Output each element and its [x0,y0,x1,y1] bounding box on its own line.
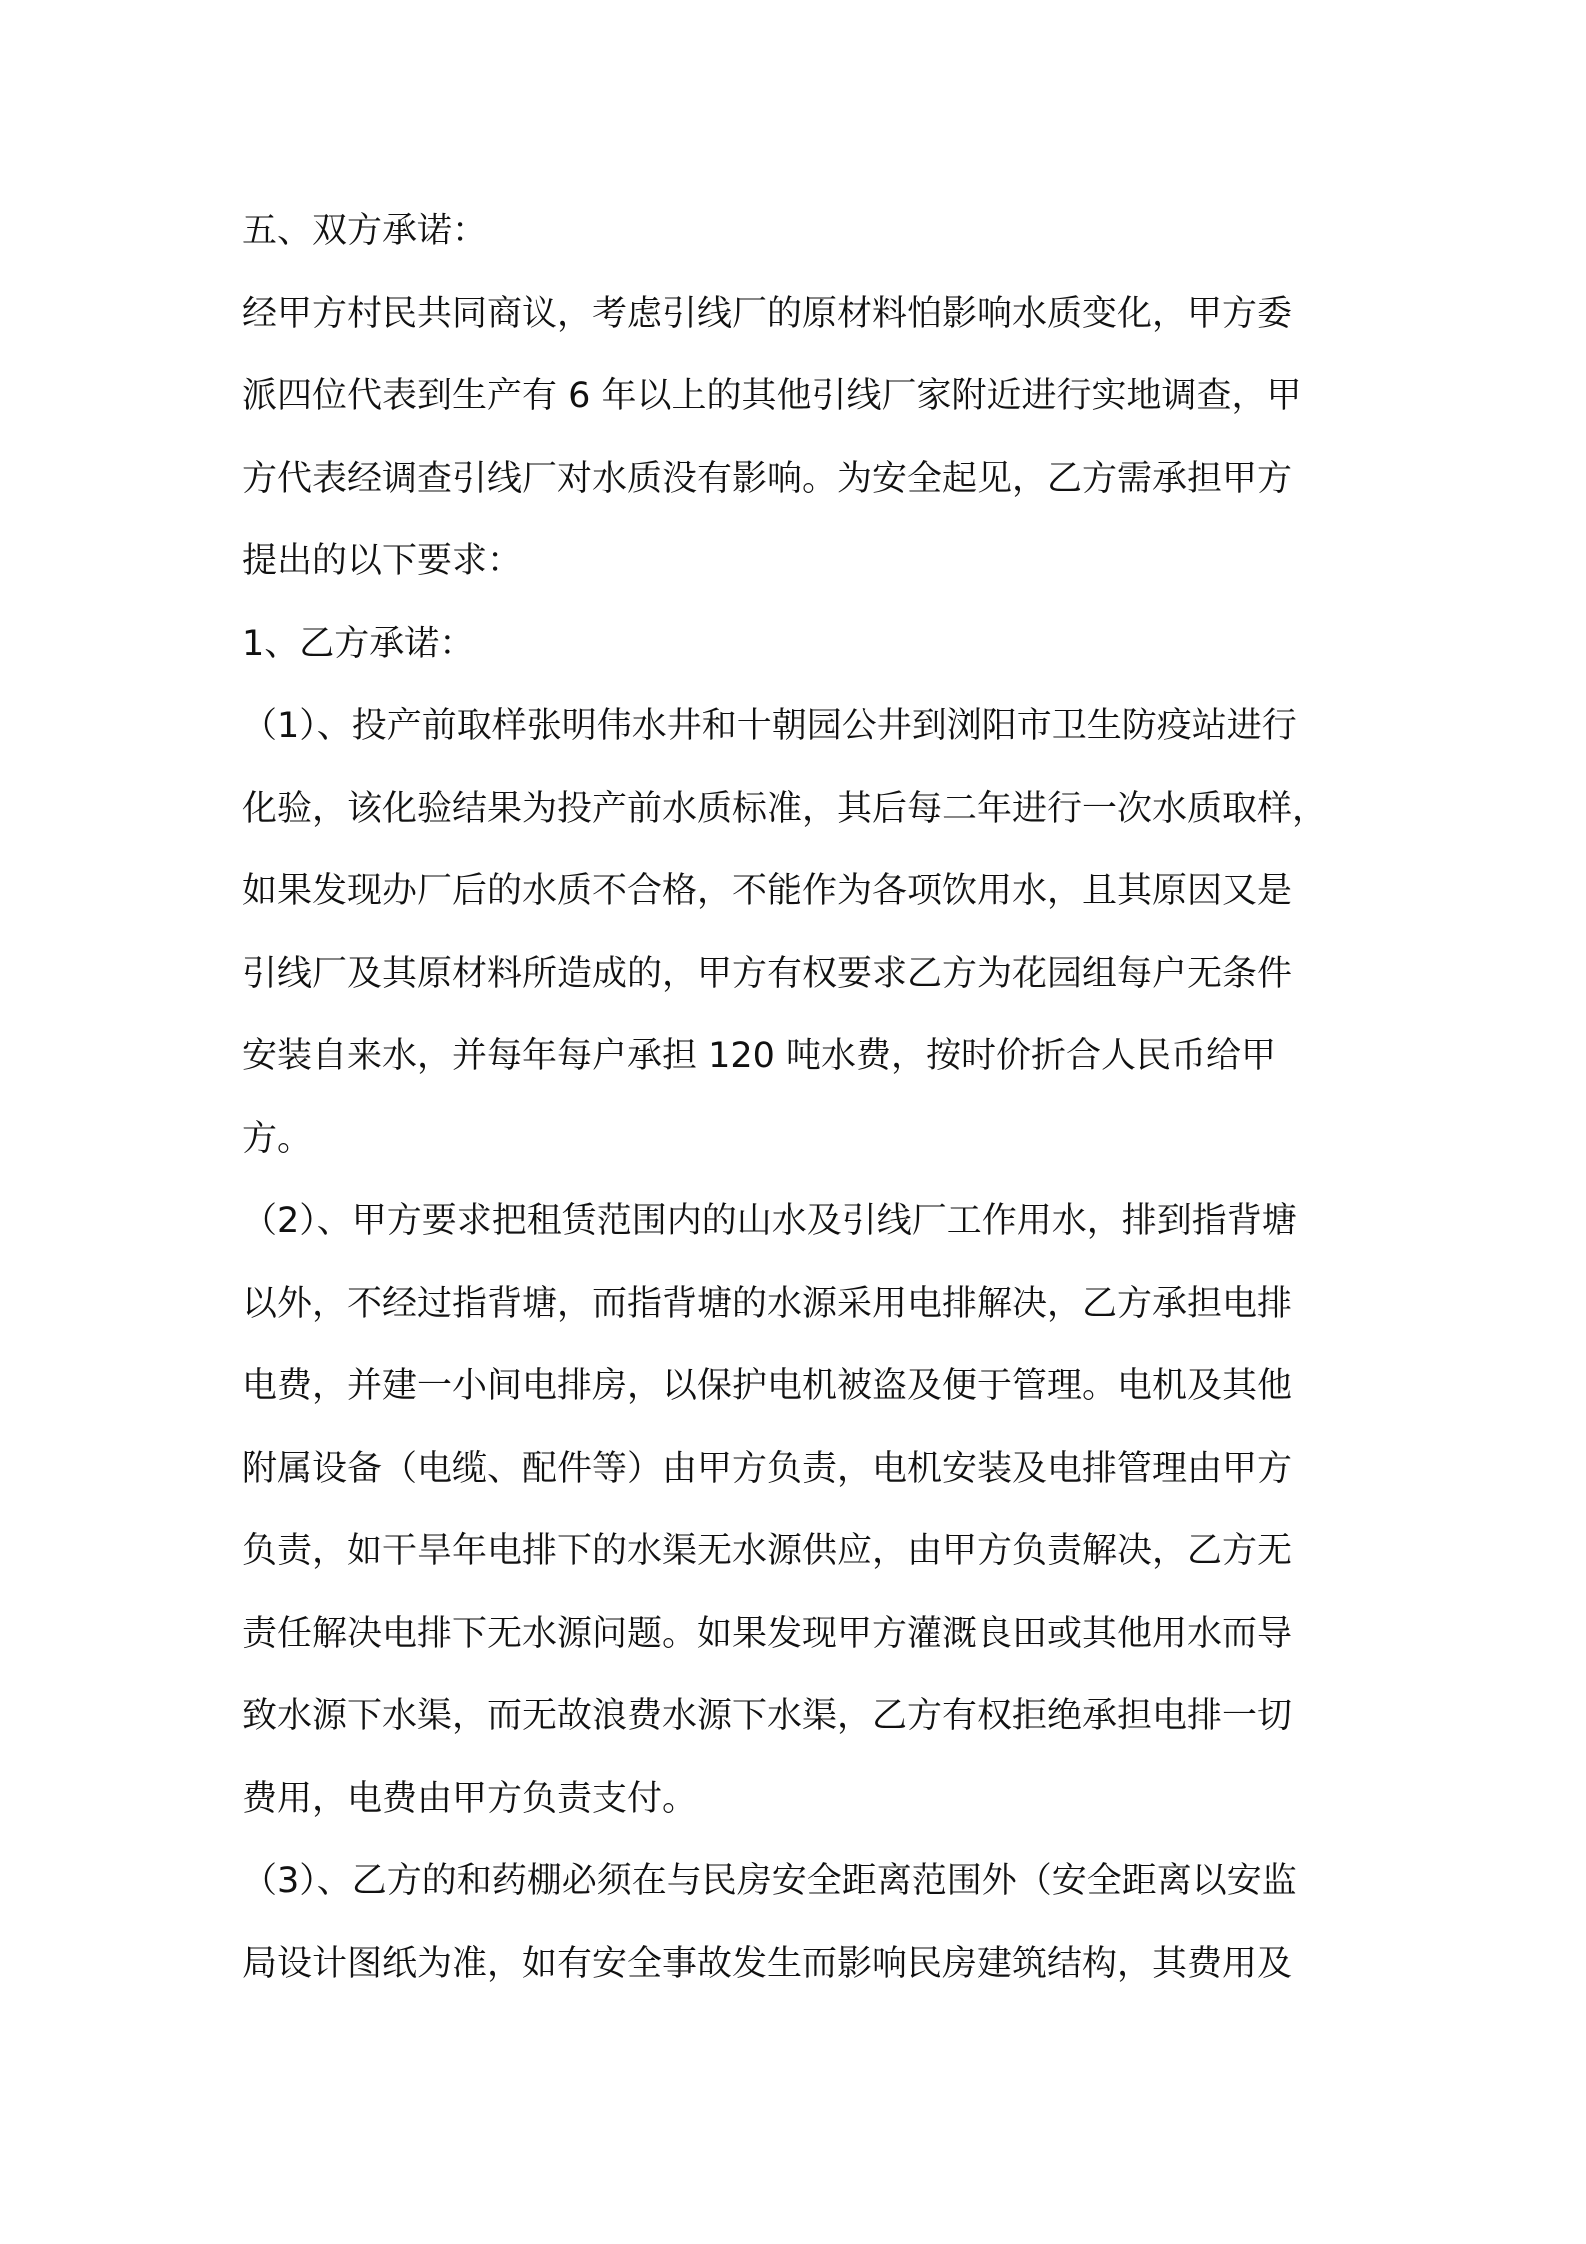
text-line: 责任解决电排下无水源问题。如果发现甲方灌溉良田或其他用水而导 [242,1613,1293,1654]
text-line: 如果发现办厂后的水质不合格，不能作为各项饮用水，且其原因又是 [242,871,1293,911]
text-line: 方代表经调查引线厂对水质没有影响。为安全起见，乙方需承担甲方 [242,458,1293,499]
text-line: 负责，如干旱年电排下的水渠无水源供应，由甲方负责解决，乙方无 [242,1531,1293,1571]
text-line: 化验，该化验结果为投产前水质标准，其后每二年进行一次水质取样， [242,788,1328,829]
text-line: （1）、投产前取样张明伟水井和十朝园公井到浏阳市卫生防疫站进行 [242,706,1297,746]
text-line: 引线厂及其原材料所造成的，甲方有权要求乙方为花园组每户无条件 [242,953,1293,994]
text-line: 电费，并建一小间电排房，以保护电机被盗及便于管理。电机及其他 [242,1366,1293,1406]
text-line: 提出的以下要求： [242,541,523,581]
text-line: 派四位代表到生产有 6 年以上的其他引线厂家附近进行实地调查，甲 [242,376,1302,416]
text-line: （3）、乙方的和药棚必须在与民房安全距离范围外（安全距离以安监 [242,1861,1297,1901]
text-line: （2）、甲方要求把租赁范围内的山水及引线厂工作用水，排到指背塘 [242,1201,1297,1241]
text-line: 以外，不经过指背塘，而指背塘的水源采用电排解决，乙方承担电排 [242,1283,1293,1324]
body-text [242,190,1348,2005]
text-line: 局设计图纸为准，如有安全事故发生而影响民房建筑结构，其费用及 [242,1943,1293,1984]
section-heading: 五、双方承诺： [242,211,488,251]
text-line: 安装自来水，并每年每户承担 120 吨水费，按时价折合人民币给甲 [242,1036,1277,1076]
text-line: 方。 [242,1118,313,1159]
text-line: 费用，电费由甲方负责支付。 [242,1778,698,1819]
subsection-heading: 1、乙方承诺： [242,623,475,664]
text-line: 经甲方村民共同商议，考虑引线厂的原材料怕影响水质变化，甲方委 [242,293,1293,334]
text-line: 致水源下水渠，而无故浪费水源下水渠，乙方有权拒绝承担电排一切 [242,1696,1293,1736]
text-line: 附属设备（电缆、配件等）由甲方负责，电机安装及电排管理由甲方 [242,1448,1293,1489]
